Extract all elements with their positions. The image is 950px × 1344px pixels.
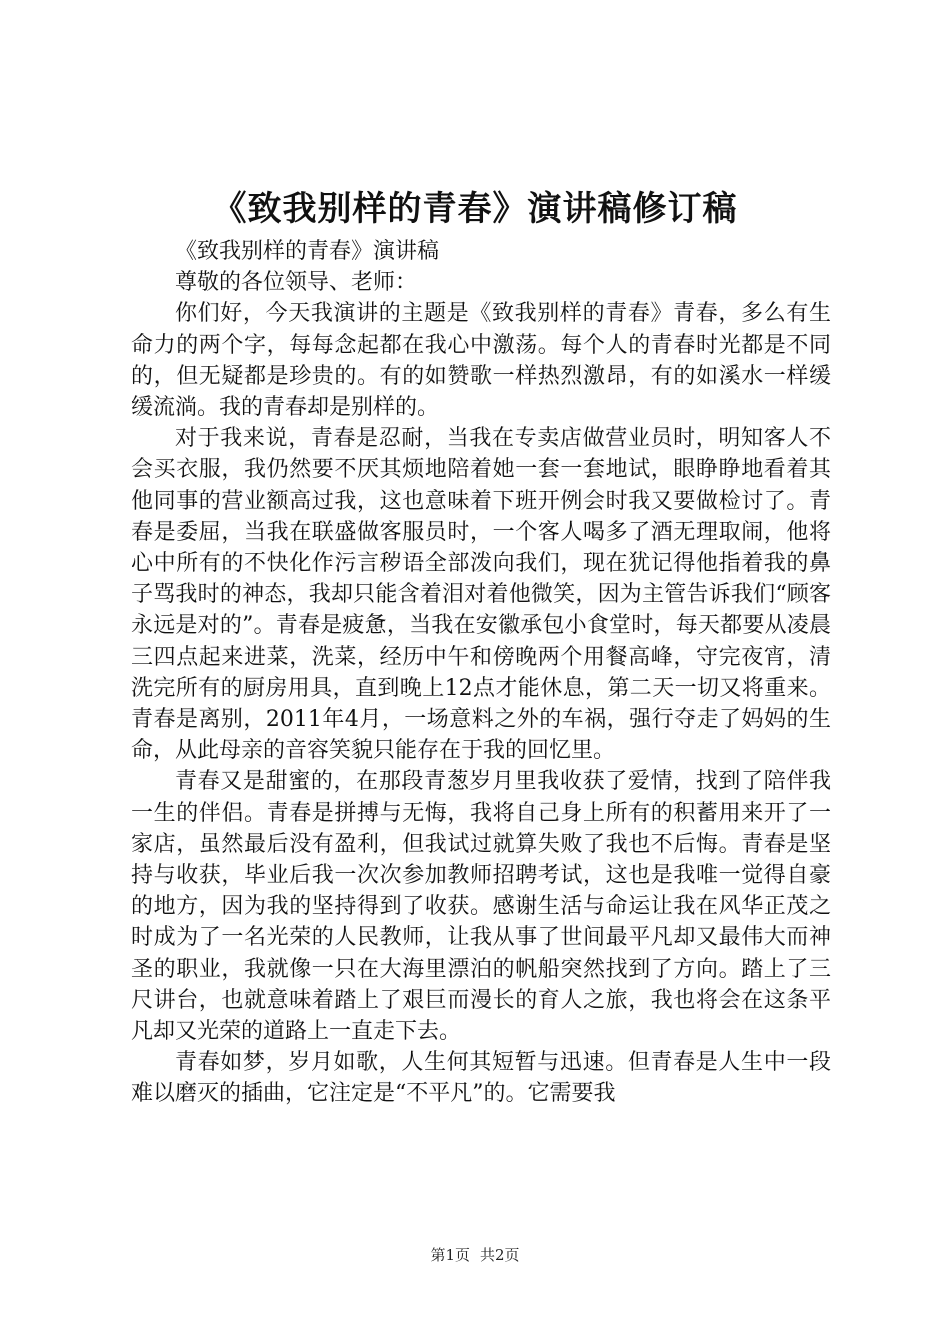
paragraph-opening: 你们好，今天我演讲的主题是《致我别样的青春》青春，多么有生命力的两个字，每每念起都在我心中激荡。每个人的青春时光都是不同的，但无疑都是珍贵的。有的如赞歌一样热烈激昂，有的如溪水一样缓缓流淌。我的青春却是别样的。 bbox=[131, 301, 831, 421]
document-body bbox=[131, 236, 831, 1110]
paragraph-closing: 青春如梦，岁月如歌，人生何其短暂与迅速。但青春是人生中一段难以磨灭的插曲，它注定是“不平凡”的。它需要我 bbox=[131, 1050, 831, 1107]
page-total: 共2页 bbox=[480, 1246, 520, 1264]
page-number: 第1页 bbox=[430, 1246, 470, 1264]
page-footer bbox=[0, 1244, 950, 1266]
document-title: 《致我别样的青春》演讲稿修订稿 bbox=[212, 189, 738, 229]
paragraph-hardships: 对于我来说，青春是忍耐，当我在专卖店做营业员时，明知客人不会买衣服，我仍然要不厌其烦地陪着她一套一套地试，眼睁睁地看着其他同事的营业额高过我，这也意味着下班开例会时我又要做检讨了。青春是委屈，当我在联盛做客服员时，一个客人喝多了酒无理取闹，他将心中所有的不快化作污言秽语全部泼向我们，现在犹记得他指着我的鼻子骂我时的神态，我却只能含着泪对着他微笑，因为主管告诉我们“顾客永远是对的”。青春是疲惫，当我在安徽承包小食堂时，每天都要从凌晨三四点起来进菜，洗菜，经历中午和傍晚两个用餐高峰，守完夜宵，清洗完所有的厨房用具，直到晚上12点才能休息，第二天一切又将重来。青春是离别，2011年4月，一场意料之外的车祸，强行夺走了妈妈的生命，从此母亲的音容笑貌只能存在于我的回忆里。 bbox=[131, 426, 831, 764]
paragraph-subtitle: 《致我别样的青春》演讲稿 bbox=[175, 239, 440, 264]
paragraph-sweetness: 青春又是甜蜜的，在那段青葱岁月里我收获了爱情，找到了陪伴我一生的伴侣。青春是拼搏与无悔，我将自己身上所有的积蓄用来开了一家店，虽然最后没有盈利，但我试过就算失败了我也不后悔。青春是坚持与收获，毕业后我一次次参加教师招聘考试，这也是我唯一觉得自豪的地方，因为我的坚持得到了收获。感谢生活与命运让我在风华正茂之时成为了一名光荣的人民教师，让我从事了世间最平凡却又最伟大而神圣的职业，我就像一只在大海里漂泊的帆船突然找到了方向。踏上了三尺讲台，也就意味着踏上了艰巨而漫长的育人之旅，我也将会在这条平凡却又光荣的道路上一直走下去。 bbox=[131, 769, 831, 1045]
paragraph-salutation: 尊敬的各位领导、老师： bbox=[175, 270, 418, 296]
